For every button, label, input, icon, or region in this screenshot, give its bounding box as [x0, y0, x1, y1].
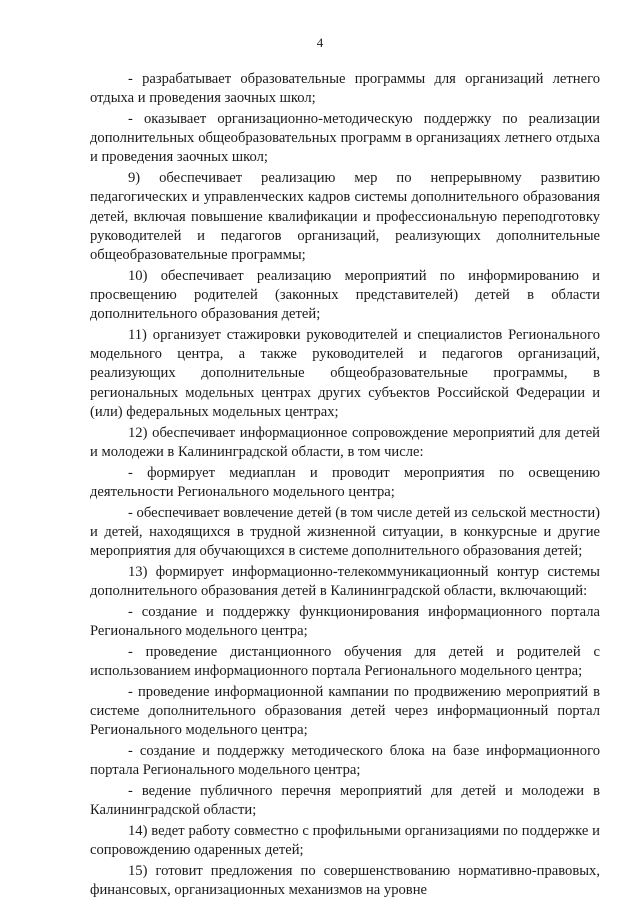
paragraph: - проведение дистанционного обучения для детей и родителей с использованием информационного портала Регионального модельного центра; — [90, 643, 600, 680]
paragraph: 14) ведет работу совместно с профильными организациями по поддержке и сопровождению одаренных детей; — [90, 823, 600, 859]
paragraph: - формирует медиаплан и проводит мероприятия по освещению деятельности Регионального модельного центра; — [90, 464, 600, 500]
paragraph: - создание и поддержку функционирования информационного портала Регионального модельного центра; — [90, 603, 600, 640]
paragraph: 11) организует стажировки руководителей и специалистов Регионального модельного центра, а также руководителей и педагогов организаций, реализующих дополнительные общеобразовательные программы, в региональных модельных центрах других субъектов Российской Федерации и (или) федеральных модельных центрах; — [90, 327, 600, 420]
paragraph: 10) обеспечивает реализацию мероприятий по информированию и просвещению родителей (законных представителей) детей в области дополнительного образования детей; — [90, 267, 600, 323]
paragraph: - создание и поддержку методического блока на базе информационного портала Регионального модельного центра; — [90, 743, 600, 779]
document-body — [90, 70, 600, 902]
paragraph: - ведение публичного перечня мероприятий для детей и молодежи в Калининградской области; — [90, 783, 600, 819]
paragraph: 9) обеспечивает реализацию мер по непрерывному развитию педагогических и управленческих кадров системы дополнительного образования детей, включая повышение квалификации и профессиональную переподготовку руководителей и педагогов организаций, реализующих дополнительные общеобразовательные программы; — [90, 170, 600, 264]
page-number: 4 — [316, 35, 324, 50]
paragraph: - разрабатывает образовательные программы для организаций летнего отдыха и проведения заочных школ; — [90, 71, 600, 107]
paragraph: 12) обеспечивает информационное сопровождение мероприятий для детей и молодежи в Калининградской области, в том числе: — [90, 424, 600, 460]
paragraph: - оказывает организационно-методическую поддержку по реализации дополнительных общеобразовательных программ в организациях летнего отдыха и проведения заочных школ; — [90, 111, 600, 166]
paragraph: - проведение информационной кампании по продвижению мероприятий в системе дополнительного образования детей через информационный портал Регионального модельного центра; — [90, 683, 600, 739]
paragraph: 15) готовит предложения по совершенствованию нормативно-правовых, финансовых, организационных механизмов на уровне — [90, 863, 600, 899]
paragraph: 13) формирует информационно-телекоммуникационный контур системы дополнительного образования детей в Калининградской области, включающий: — [90, 563, 600, 600]
paragraph: - обеспечивает вовлечение детей (в том числе детей из сельской местности) и детей, находящихся в трудной жизненной ситуации, в конкурсные и другие мероприятия для обучающихся в системе дополнительного образования детей; — [90, 504, 600, 560]
